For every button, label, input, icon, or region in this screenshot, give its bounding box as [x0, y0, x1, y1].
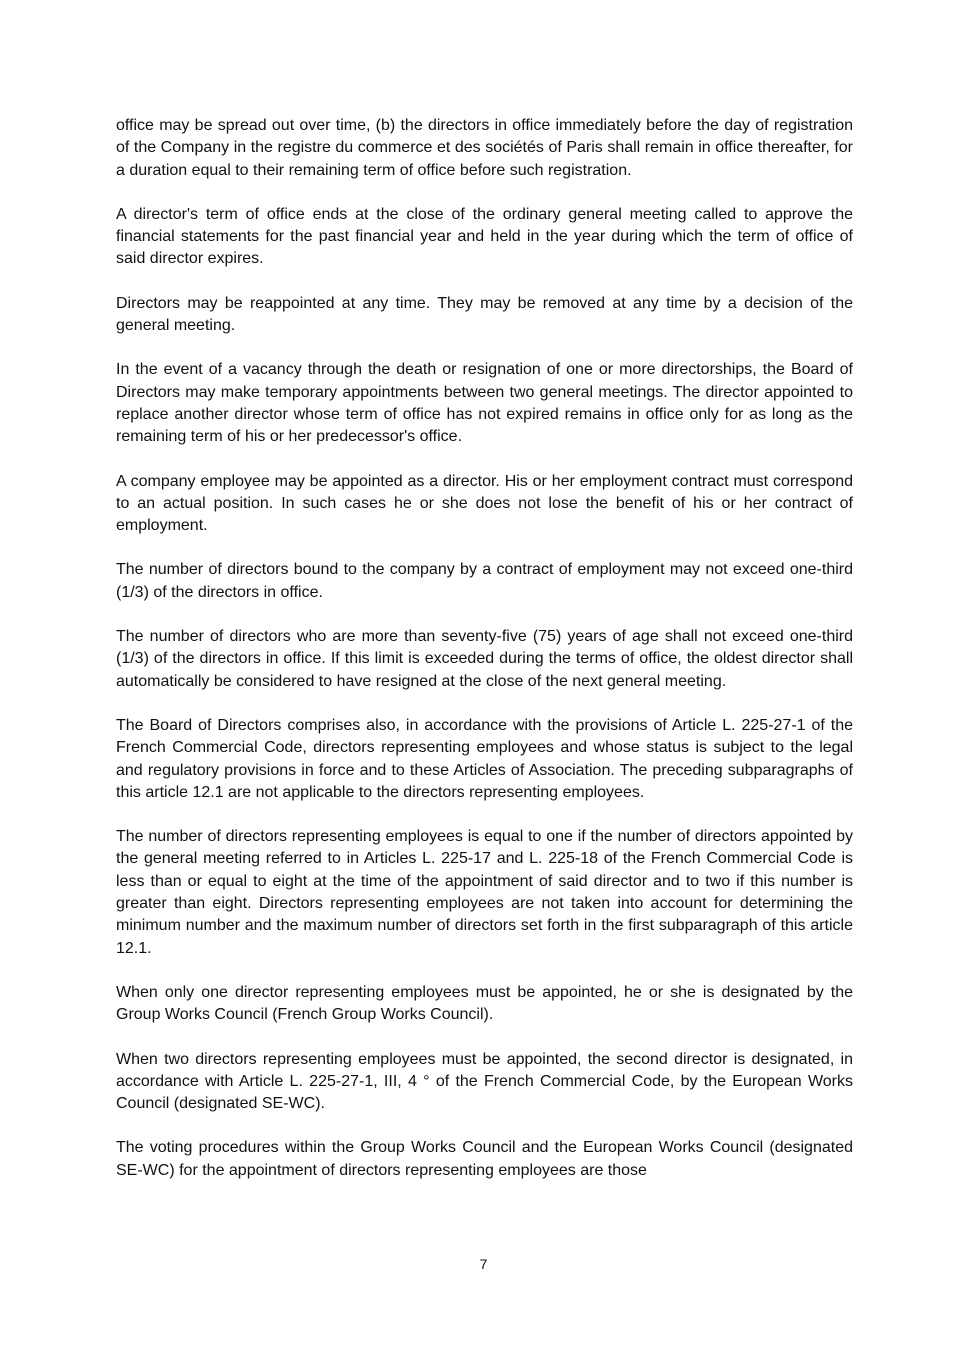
paragraph-single-representative: When only one director representing employees must be appointed, he or she is designated by the Group Works Council (French Group Works Council). [116, 983, 853, 1024]
page-number: 7 [479, 1256, 488, 1272]
paragraph-term-end: A director's term of office ends at the close of the ordinary general meeting called to approve the financial statements for the past financial year and held in the year during which the term of office of said director expires. [116, 205, 853, 268]
paragraph-employee-representatives: The Board of Directors comprises also, in accordance with the provisions of Article L. 225-27-1 of the French Commercial Code, directors representing employees and whose status is subject to the legal and regulatory provisions in force and to these Articles of Association. The preceding subparagraphs of this article 12.1 are not applicable to the directors representing employees. [116, 716, 853, 801]
paragraph-employee-director: A company employee may be appointed as a director. His or her employment contract must correspond to an actual position. In such cases he or she does not lose the benefit of his or her contract of employment. [116, 472, 853, 535]
paragraph-staggered-terms: office may be spread out over time, (b) the directors in office immediately before the day of registration of the Company in the registre du commerce et des sociétés of Paris shall remain in office thereafter, for a duration equal to their remaining term of office before such registration. [116, 117, 853, 179]
paragraph-age-limit: The number of directors who are more than seventy-five (75) years of age shall not exceed one-third (1/3) of the directors in office. If this limit is exceeded during the terms of office, the oldest director shall automatically be considered to have resigned at the close of the next general meeting. [116, 628, 853, 690]
paragraph-reappointment: Directors may be reappointed at any time. They may be removed at any time by a decision of the general meeting. [116, 294, 853, 335]
paragraph-representative-count: The number of directors representing employees is equal to one if the number of directors appointed by the general meeting referred to in Articles L. 225-17 and L. 225-18 of the French Commercial Code is less than or equal to eight at the time of the appointment of said director and to two if this number is greater than eight. Directors representing employees are not taken into account for determining the minimum number and the maximum number of directors set forth in the first subparagraph of this article 12.1. [116, 828, 853, 957]
paragraph-voting-procedures: The voting procedures within the Group Works Council and the European Works Council (designated SE-WC) for the appointment of directors representing employees are those [116, 1139, 853, 1179]
document-body [116, 115, 853, 1204]
paragraph-second-representative: When two directors representing employees must be appointed, the second director is designated, in accordance with Article L. 225-27-1, III, 4 ° of the French Commercial Code, by the European Works Council (designated SE-WC). [116, 1050, 853, 1113]
paragraph-employment-limit: The number of directors bound to the company by a contract of employment may not exceed one-third (1/3) of the directors in office. [116, 561, 853, 601]
paragraph-vacancy: In the event of a vacancy through the death or resignation of one or more directorships, the Board of Directors may make temporary appointments between two general meetings. The director appointed to replace another director whose term of office has not expired remains in office only for as long as the remaining term of his or her predecessor's office. [116, 361, 853, 446]
